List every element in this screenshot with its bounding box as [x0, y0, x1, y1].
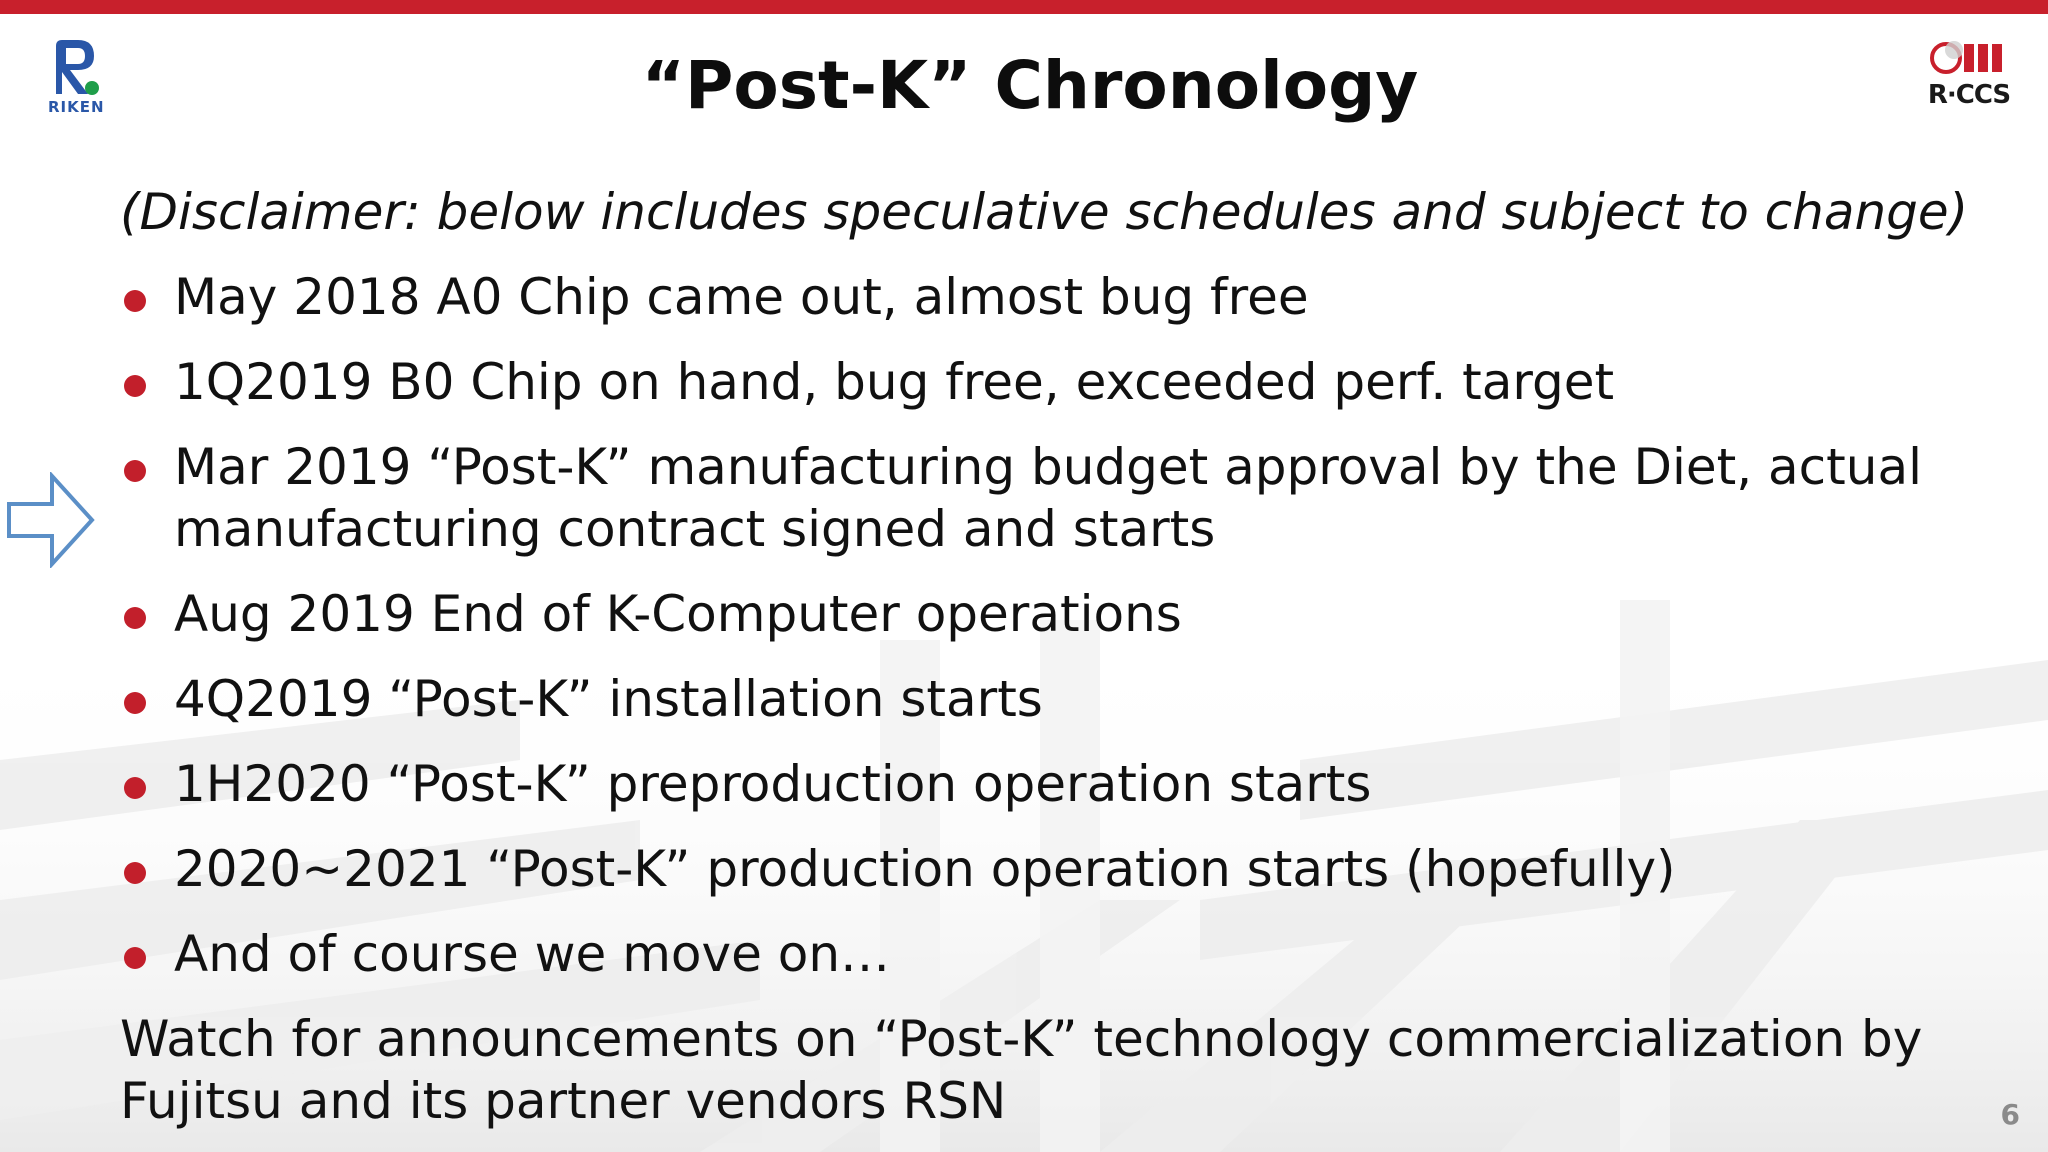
- list-item-text: Mar 2019 “Post-K” manufacturing budget approval by the Diet, actual: [174, 438, 1922, 496]
- arrow-right-outline-icon: [6, 472, 96, 568]
- list-item: [120, 923, 1980, 985]
- page-title: “Post-K” Chronology: [641, 47, 1419, 124]
- rccs-logo-text: R·CCS: [1927, 80, 2011, 110]
- bullet-dot-icon: [124, 460, 146, 482]
- bullet-dot-icon: [124, 862, 146, 884]
- bullet-dot-icon: [124, 290, 146, 312]
- list-item: [120, 351, 1980, 413]
- list-item-text: May 2018 A0 Chip came out, almost bug free: [174, 268, 1309, 326]
- list-item: [120, 436, 1980, 560]
- list-item-text: 2020~2021 “Post-K” production operation starts (hopefully): [174, 840, 1676, 898]
- bullet-dot-icon: [124, 607, 146, 629]
- page-number: 6: [2000, 1098, 2020, 1131]
- list-item: [120, 753, 1980, 815]
- list-item: [120, 583, 1980, 645]
- list-item-text: 4Q2019 “Post-K” installation starts: [174, 670, 1043, 728]
- list-item: [120, 838, 1980, 900]
- riken-logo-text: RIKEN: [48, 98, 105, 116]
- list-item: [120, 266, 1980, 328]
- bullet-dot-icon: [124, 692, 146, 714]
- bullet-dot-icon: [124, 777, 146, 799]
- list-item-text: Aug 2019 End of K-Computer operations: [174, 585, 1182, 643]
- list-item-text: 1Q2019 B0 Chip on hand, bug free, exceeded perf. target: [174, 353, 1615, 411]
- list-item-text-continued: manufacturing contract signed and starts: [174, 500, 1216, 558]
- list-item: [120, 668, 1980, 730]
- watch-line-2: Fujitsu and its partner vendors RSN: [120, 1072, 1007, 1130]
- list-item-text: 1H2020 “Post-K” preproduction operation starts: [174, 755, 1372, 813]
- disclaimer-text: (Disclaimer: below includes speculative schedules and subject to change): [120, 183, 1969, 241]
- watch-announcement-text: [120, 1008, 2000, 1132]
- watch-line-1: Watch for announcements on “Post-K” technology commercialization by: [120, 1010, 1923, 1068]
- bullet-dot-icon: [124, 947, 146, 969]
- list-item-text: And of course we move on…: [174, 925, 891, 983]
- bullet-dot-icon: [124, 375, 146, 397]
